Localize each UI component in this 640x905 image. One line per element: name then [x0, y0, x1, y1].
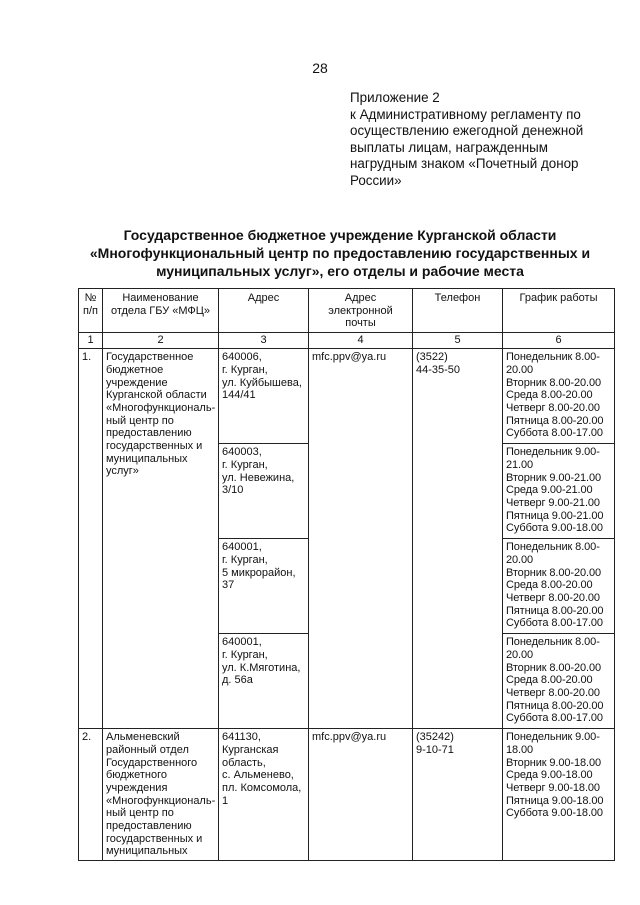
- title-line: Государственное бюджетное учреждение Курганской области: [123, 227, 557, 243]
- title-line: «Многофункциональный центр по предоставлению государственных и: [89, 245, 591, 261]
- office-address: 641130, Курганская область, с. Альменево, пл. Комсомола, 1: [219, 729, 309, 861]
- header-name: Наименование отдела ГБУ «МФЦ»: [103, 289, 219, 333]
- column-number: 4: [309, 333, 413, 349]
- table-header-row: [79, 289, 615, 333]
- header-phone: Телефон: [413, 289, 503, 333]
- office-schedule: Понедельник 8.00- 20.00 Вторник 8.00-20.00 Среда 8.00-20.00 Четверг 8.00-20.00 Пятница 8.00-20.00 Суббота 8.00-17.00: [503, 349, 615, 444]
- table-row: [79, 729, 615, 861]
- column-number: 6: [503, 333, 615, 349]
- appendix-line: выплаты лицам, награжденным: [350, 139, 548, 155]
- office-schedule: Понедельник 9.00- 18.00 Вторник 9.00-18.00 Среда 9.00-18.00 Четверг 9.00-18.00 Пятница 9.00-18.00 Суббота 9.00-18.00: [503, 729, 615, 861]
- offices-table: [78, 288, 615, 861]
- document-title: [60, 226, 620, 280]
- column-number-row: [79, 333, 615, 349]
- office-address: 640003, г. Курган, ул. Невежина, 3/10: [219, 444, 309, 539]
- appendix-line: Приложение 2: [350, 90, 440, 105]
- appendix-note: [350, 90, 610, 189]
- row-number: 1.: [79, 349, 103, 729]
- header-email: Адрес электронной почты: [309, 289, 413, 333]
- office-address: 640001, г. Курган, ул. К.Мяготина, д. 56а: [219, 634, 309, 729]
- header-schedule: График работы: [503, 289, 615, 333]
- office-schedule: Понедельник 8.00- 20.00 Вторник 8.00-20.00 Среда 8.00-20.00 Четверг 8.00-20.00 Пятница 8.00-20.00 Суббота 8.00-17.00: [503, 634, 615, 729]
- row-number: 2.: [79, 729, 103, 861]
- office-phone: (3522) 44-35-50: [413, 349, 503, 729]
- office-schedule: Понедельник 9.00- 21.00 Вторник 9.00-21.00 Среда 9.00-21.00 Четверг 9.00-21.00 Пятница 9.00-21.00 Суббота 9.00-18.00: [503, 444, 615, 539]
- header-num: № п/п: [79, 289, 103, 333]
- header-address: Адрес: [219, 289, 309, 333]
- title-line: муниципальных услуг», его отделы и рабочие места: [156, 263, 524, 279]
- appendix-line: нагрудным знаком «Почетный донор: [350, 156, 579, 171]
- table-row: [79, 349, 615, 444]
- office-phone: (35242) 9-10-71: [413, 729, 503, 861]
- office-email: mfc.ppv@ya.ru: [309, 349, 413, 729]
- column-number: 5: [413, 333, 503, 349]
- office-email: mfc.ppv@ya.ru: [309, 729, 413, 861]
- column-number: 1: [79, 333, 103, 349]
- page-number: 28: [312, 60, 328, 76]
- office-schedule: Понедельник 8.00- 20.00 Вторник 8.00-20.00 Среда 8.00-20.00 Четверг 8.00-20.00 Пятница 8.00-20.00 Суббота 8.00-17.00: [503, 539, 615, 634]
- appendix-line: осуществлению ежегодной денежной: [350, 123, 584, 138]
- office-address: 640001, г. Курган, 5 микрорайон, 37: [219, 539, 309, 634]
- column-number: 2: [103, 333, 219, 349]
- office-name: Альменевский районный отдел Государственного бюджетного учреждения «Многофункциональ- ный центр по предоставлению государственных и муниципальных: [103, 729, 219, 861]
- office-name: Государственное бюджетное учреждение Курганской области «Многофункциональ- ный центр по предоставлению государственных и муниципальных услуг»: [103, 349, 219, 729]
- appendix-line: России»: [350, 172, 402, 188]
- column-number: 3: [219, 333, 309, 349]
- appendix-line: к Административному регламенту по: [350, 106, 581, 122]
- office-address: 640006, г. Курган, ул. Куйбышева, 144/41: [219, 349, 309, 444]
